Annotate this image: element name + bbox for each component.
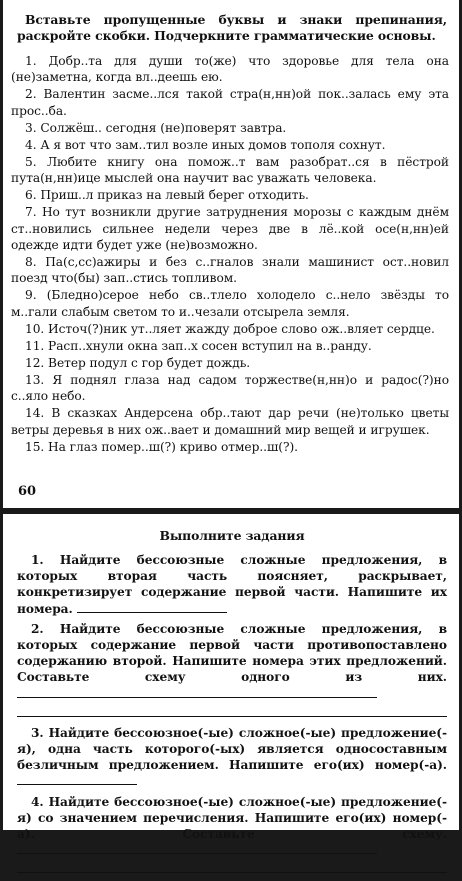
task-text: 4. Найдите бессоюзное(-ые) сложное(-ые) предложение(-я) со значением перечисления. Напишите его(их) номер(-а). Составьте схему. bbox=[17, 794, 447, 842]
answer-blank bbox=[17, 843, 377, 854]
task-text: 2. Найдите бессоюзные сложные предложения, в которых содержание первой части противопоставлено содержанию второй. Напишите номера этих предложений. Составьте схему одного из них. bbox=[17, 621, 447, 685]
task-item bbox=[17, 725, 447, 790]
sentence-item: 13. Я поднял глаза над садом торжестве(н,нн)о и радос(?)но с..яло небо. bbox=[11, 372, 449, 404]
answer-line bbox=[17, 872, 447, 873]
sentence-item: 14. В сказках Андерсена обр..тают дар речи (не)только цветы ветры деревья в них ож..вает и домашний мир вещей и игрушек. bbox=[11, 406, 449, 437]
task-item bbox=[17, 621, 447, 717]
answer-blank bbox=[17, 774, 137, 785]
task-list bbox=[17, 552, 447, 881]
task-item bbox=[17, 794, 447, 874]
sentence-item: 4. А я вот что зам..тил возле иных домов тополя сохнут. bbox=[25, 137, 386, 152]
sentence-item: 10. Источ(?)ник ут..ляет жажду доброе слово ож..вляет сердце. bbox=[25, 321, 435, 336]
sentence-item: 8. Па(с,сс)ажиры и без с..гналов знали машинист ост..новил поезд что(бы) зап..стись топливом. bbox=[11, 255, 449, 286]
task-text: 3. Найдите бессоюзное(-ые) сложное(-ые) предложение(-я), одна часть которого(-ых) является односоставным безличным предложением. Напишите его(их) номер(-а). bbox=[17, 725, 447, 773]
task-text: 1. Найдите бессоюзные сложные предложения, в которых вторая часть поясняет, раскрывает, конкретизирует содержание первой части. Напишите их номера. bbox=[17, 553, 447, 616]
answer-line bbox=[17, 716, 447, 717]
textbook-page-tasks bbox=[3, 514, 459, 842]
sentence-item: 2. Валентин засме..лся такой стра(н,нн)ой пок..залась ему эта прос..ба. bbox=[11, 87, 449, 118]
tasks-heading: Выполните задания bbox=[159, 528, 305, 543]
sentence-item: 1. Добр..та для души то(же) что здоровье для тела она (не)заметна, когда вл..деешь ею. bbox=[11, 54, 449, 85]
textbook-page-60 bbox=[3, 0, 459, 508]
sentence-item: 12. Ветер подул с гор будет дождь. bbox=[25, 355, 251, 370]
sentence-item: 6. Приш..л приказ на левый берег отходить. bbox=[25, 188, 309, 203]
sentence-item: 3. Солжёш.. сегодня (не)поверят завтра. bbox=[25, 120, 287, 135]
sentence-item: 11. Расп..хнули окна зап..х сосен вступил на в..ранду. bbox=[25, 338, 372, 353]
sentence-item: 15. На глаз помер..ш(?) криво отмер..ш(?). bbox=[25, 439, 298, 454]
sentence-list bbox=[11, 53, 449, 456]
answer-blank bbox=[77, 602, 227, 613]
page-number: 60 bbox=[18, 484, 37, 499]
exercise-instruction: Вставьте пропущенные буквы и знаки препинания, раскройте скобки. Подчеркните грамматические основы. bbox=[17, 12, 447, 43]
task-item bbox=[17, 552, 447, 617]
sentence-item: 7. Но тут возникли другие затруднения морозы с каждым днём ст..новились сильнее недели через две в лё..кой осе(н,нн)ей одежде идти будет уже (не)возможно. bbox=[11, 205, 449, 253]
sentence-item: 5. Любите книгу она помож..т вам разобрат..ся в пёстрой пута(н,нн)ице мыслей она научит вас уважать человека. bbox=[11, 154, 449, 186]
sentence-item: 9. (Бледно)серое небо св..тлело холодело с..нело звёзды то м..гали слабым светом то и..чезали отсырела земля. bbox=[11, 288, 449, 319]
answer-blank bbox=[17, 687, 377, 698]
